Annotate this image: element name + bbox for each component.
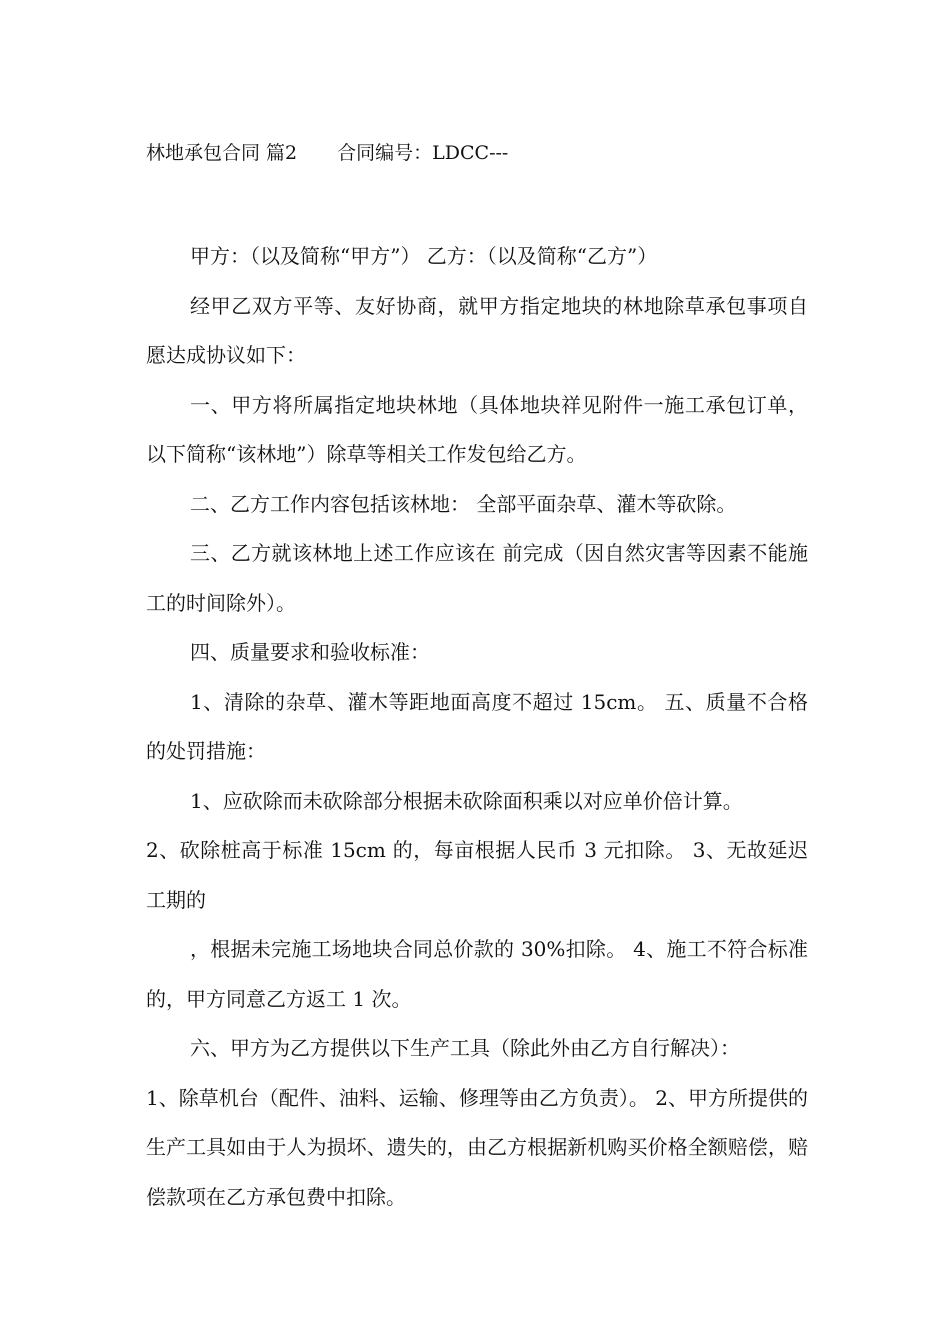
clause-3-paragraph: 三、乙方就该林地上述工作应该在 前完成（因自然灾害等因素不能施工的时间除外）。 bbox=[146, 541, 808, 615]
document-body bbox=[146, 232, 808, 1222]
document-title: 林地承包合同 篇2 bbox=[146, 142, 298, 164]
preamble-paragraph: 经甲乙双方平等、友好协商，就甲方指定地块的林地除草承包事项自愿达成协议如下： bbox=[146, 293, 808, 367]
clause-6-heading: 六、甲方为乙方提供以下生产工具（除此外由乙方自行解决）： bbox=[190, 1036, 740, 1060]
clause-4-item-1: 1、清除的杂草、灌木等距地面高度不超过 15cm。 五、质量不合格的处罚措施： bbox=[146, 689, 808, 763]
clause-4-heading: 四、质量要求和验收标准： bbox=[190, 640, 430, 664]
contract-number: 合同编号：LDCC--- bbox=[337, 142, 509, 164]
document-header bbox=[146, 140, 508, 166]
clause-6-items: 1、除草机台（配件、油料、运输、修理等由乙方负责）。 2、甲方所提供的生产工具如由于人为损坏、遗失的，由乙方根据新机购买价格全额赔偿，赔偿款项在乙方承包费中扣除。 bbox=[146, 1085, 808, 1209]
clause-5-item-1: 1、应砍除而未砍除部分根据未砍除面积乘以对应单价倍计算。 bbox=[190, 788, 743, 813]
clause-2-paragraph: 二、乙方工作内容包括该林地： 全部平面杂草、灌木等砍除。 bbox=[190, 491, 737, 516]
clause-1-paragraph: 一、甲方将所属指定地块林地（具体地块祥见附件一施工承包订单，以下简称“该林地”）除草等相关工作发包给乙方。 bbox=[146, 392, 808, 466]
clause-5-item-3: ，根据未完施工场地块合同总价款的 30%扣除。 4、施工不符合标准的，甲方同意乙方返工 1 次。 bbox=[146, 937, 808, 1011]
parties-paragraph: 甲方：（以及简称“甲方”） 乙方：（以及简称“乙方”） bbox=[190, 244, 658, 268]
clause-5-item-2: 2、砍除桩高于标准 15cm 的，每亩根据人民币 3 元扣除。 3、无故延迟工期的 bbox=[146, 838, 808, 912]
